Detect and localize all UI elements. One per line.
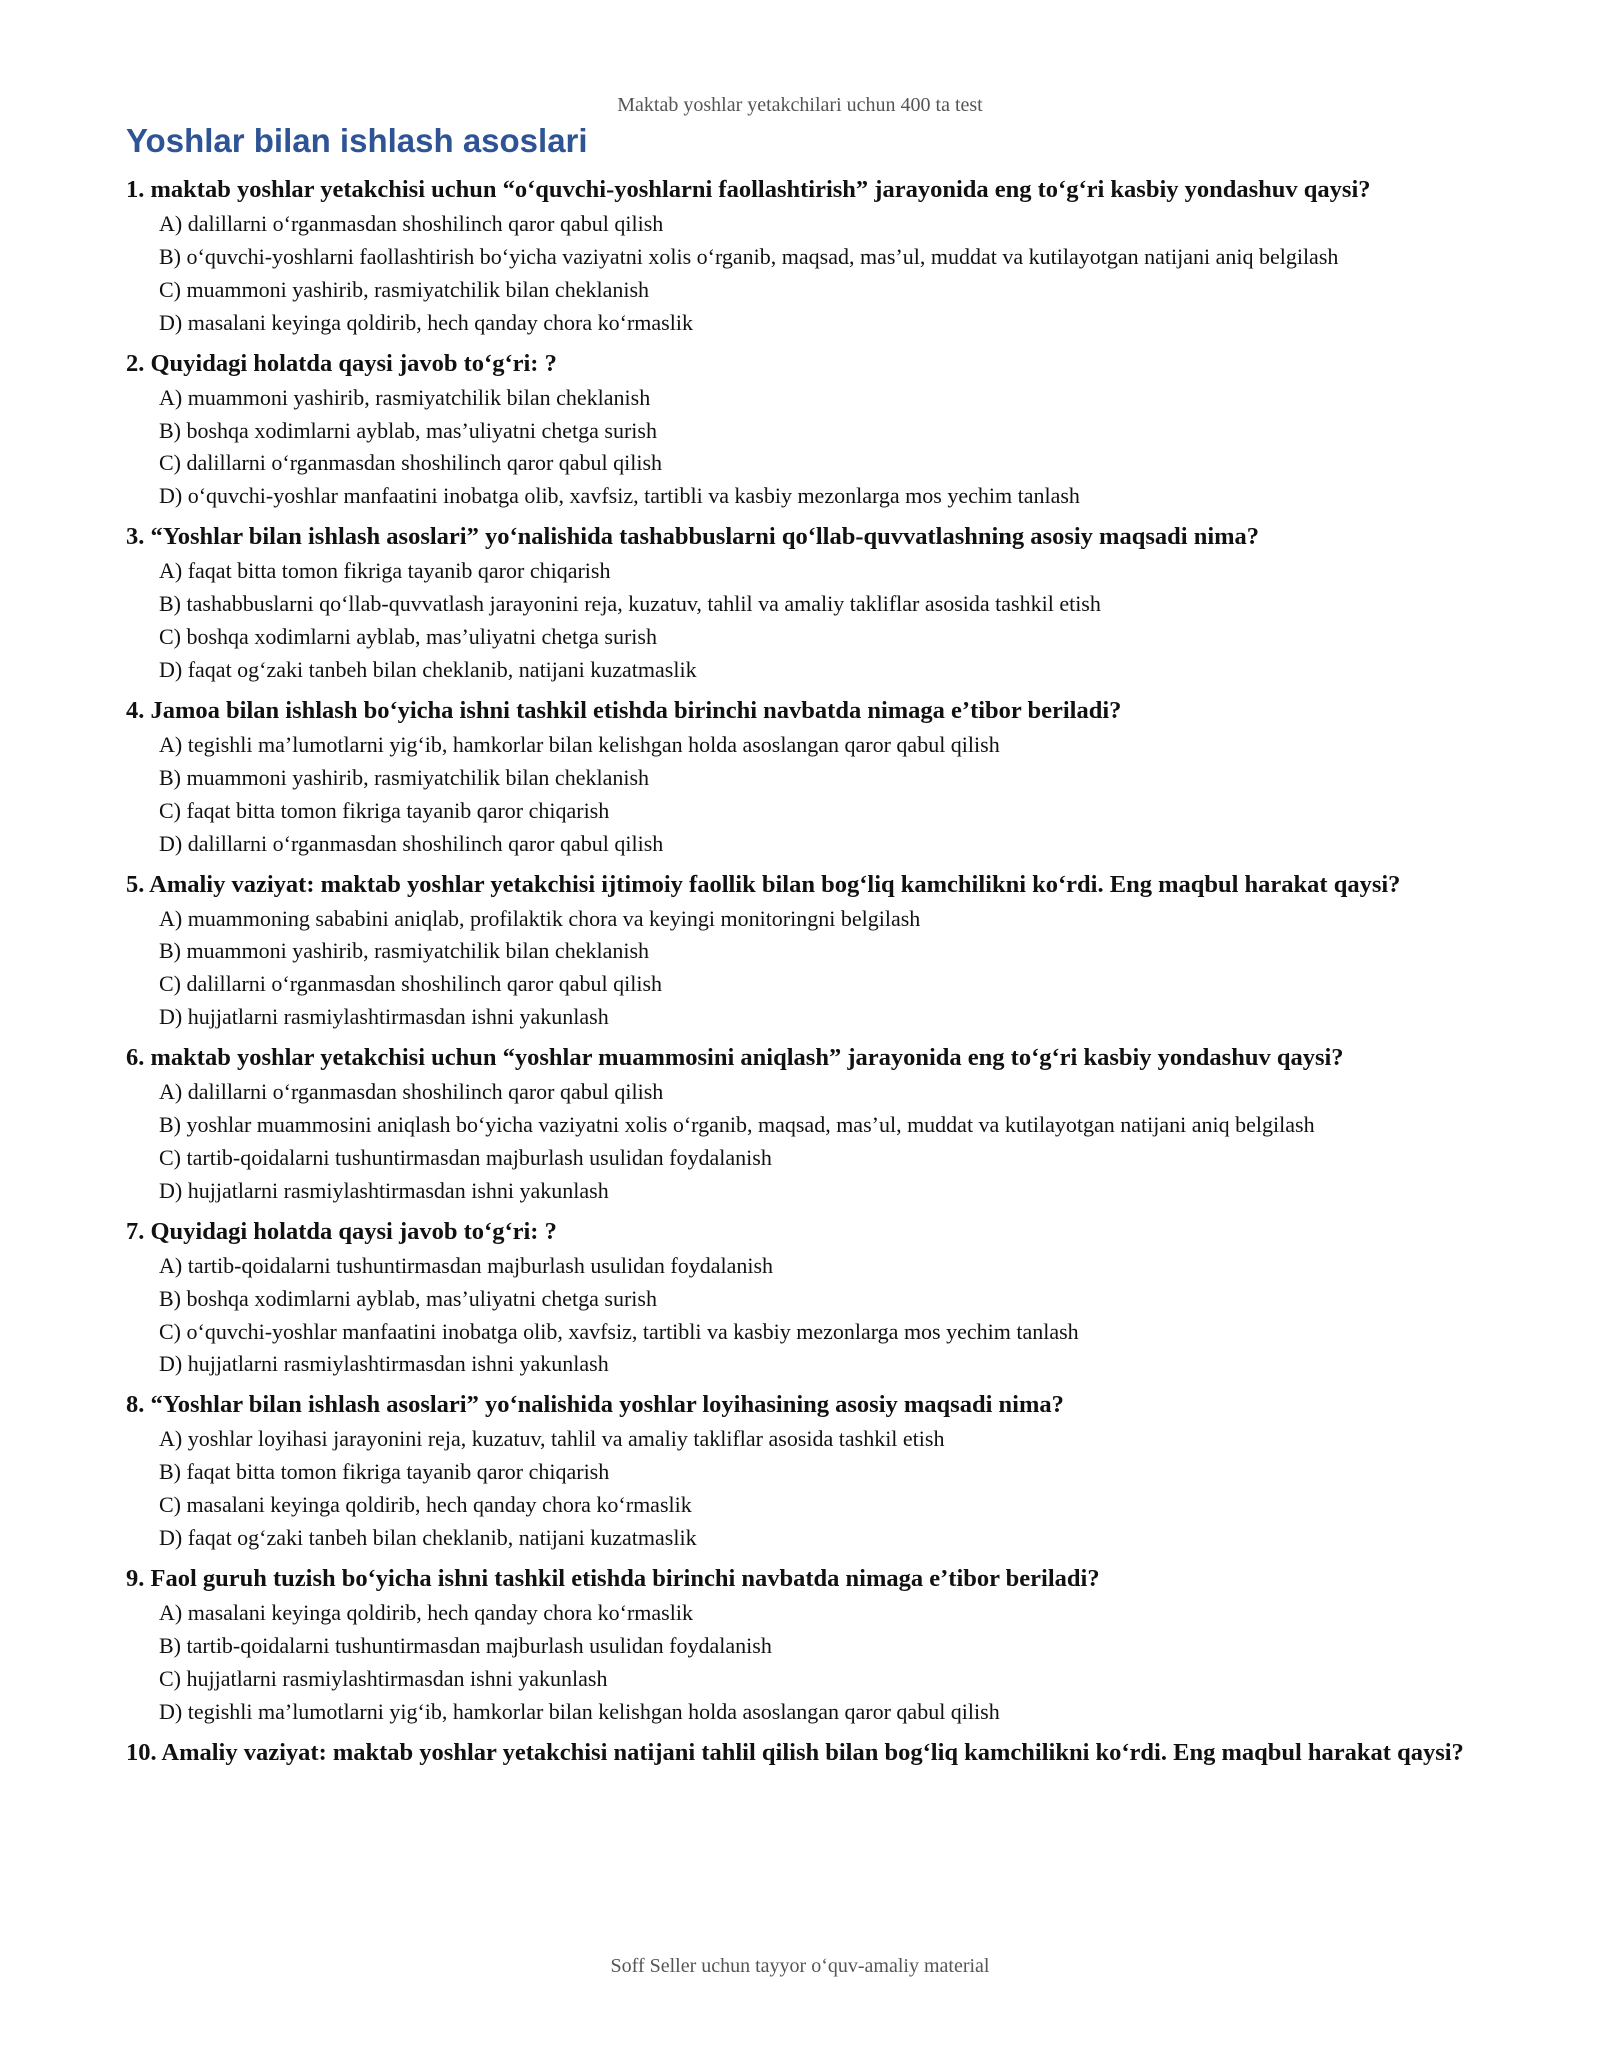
answer-option: A) faqat bitta tomon fikriga tayanib qaror chiqarish [159, 558, 611, 584]
answer-option: C) o‘quvchi-yoshlar manfaatini inobatga olib, xavfsiz, tartibli va kasbiy mezonlarga mos yechim tanlash [159, 1318, 1079, 1344]
answer-option: D) hujjatlarni rasmiylashtirmasdan ishni yakunlash [159, 1004, 609, 1030]
answer-option: D) tegishli ma’lumotlarni yig‘ib, hamkorlar bilan kelishgan holda asoslangan qaror qabul qilish [159, 1698, 1000, 1724]
question-7 [126, 1214, 1476, 1382]
question-1 [126, 172, 1476, 340]
answer-option: A) dalillarni o‘rganmasdan shoshilinch qaror qabul qilish [159, 211, 664, 236]
answer-option: B) tashabbuslarni qo‘llab-quvvatlash jarayonini reja, kuzatuv, tahlil va amaliy takliflar asosida tashkil etish [159, 591, 1101, 617]
question-text: 6. maktab yoshlar yetakchisi uchun “yoshlar muammosini aniqlash” jarayonida eng to‘g‘ri kasbiy yondashuv qaysi? [126, 1044, 1344, 1072]
answer-option: C) muammoni yashirib, rasmiyatchilik bilan cheklanish [159, 276, 650, 302]
question-text: 1. maktab yoshlar yetakchisi uchun “o‘quvchi-yoshlarni faollashtirish” jarayonida eng to‘g‘ri kasbiy yondashuv qaysi? [126, 176, 1371, 203]
answer-option: D) hujjatlarni rasmiylashtirmasdan ishni yakunlash [159, 1351, 609, 1377]
answer-option: B) boshqa xodimlarni ayblab, mas’uliyatni chetga surish [159, 1285, 657, 1311]
answer-option: B) faqat bitta tomon fikriga tayanib qaror chiqarish [159, 1459, 610, 1485]
answer-option: C) hujjatlarni rasmiylashtirmasdan ishni yakunlash [159, 1665, 608, 1691]
answer-option: C) boshqa xodimlarni ayblab, mas’uliyatni chetga surish [159, 624, 657, 650]
question-6 [126, 1040, 1476, 1208]
answer-option: C) tartib-qoidalarni tushuntirmasdan majburlash usulidan foydalanish [159, 1144, 772, 1170]
question-text: 3. “Yoshlar bilan ishlash asoslari” yo‘nalishida tashabbuslarni qo‘llab-quvvatlashning asosiy maqsadi nima? [126, 523, 1260, 551]
answer-option: C) dalillarni o‘rganmasdan shoshilinch qaror qabul qilish [159, 971, 663, 997]
question-text: 8. “Yoshlar bilan ishlash asoslari” yo‘nalishida yoshlar loyihasining asosiy maqsadi nima? [126, 1391, 1064, 1419]
document-body [126, 118, 1476, 1771]
question-text: 4. Jamoa bilan ishlash bo‘yicha ishni tashkil etishda birinchi navbatda nimaga e’tibor beriladi? [126, 696, 1122, 724]
question-2 [126, 346, 1476, 514]
question-text: 7. Quyidagi holatda qaysi javob to‘g‘ri: ? [126, 1217, 557, 1245]
question-5 [126, 867, 1476, 1035]
answer-option: A) yoshlar loyihasi jarayonini reja, kuzatuv, tahlil va amaliy takliflar asosida tashkil etish [159, 1426, 945, 1452]
question-4 [126, 693, 1476, 861]
question-text: 2. Quyidagi holatda qaysi javob to‘g‘ri: ? [126, 349, 557, 377]
question-3 [126, 519, 1476, 687]
page-footer: Soff Seller uchun tayyor o‘quv-amaliy material [610, 1955, 990, 1977]
answer-option: B) muammoni yashirib, rasmiyatchilik bilan cheklanish [159, 764, 650, 790]
answer-option: B) o‘quvchi-yoshlarni faollashtirish bo‘yicha vaziyatni xolis o‘rganib, maqsad, mas’ul, muddat va kutilayotgan natijani aniq belgilash [159, 243, 1339, 269]
answer-option: A) muammoning sababini aniqlab, profilaktik chora va keyingi monitoringni belgilash [159, 905, 921, 931]
answer-option: B) boshqa xodimlarni ayblab, mas’uliyatni chetga surish [159, 417, 657, 443]
answer-option: A) dalillarni o‘rganmasdan shoshilinch qaror qabul qilish [159, 1079, 664, 1105]
answer-option: B) yoshlar muammosini aniqlash bo‘yicha vaziyatni xolis o‘rganib, maqsad, mas’ul, muddat va kutilayotgan natijani aniq belgilash [159, 1112, 1315, 1138]
answer-option: C) dalillarni o‘rganmasdan shoshilinch qaror qabul qilish [159, 450, 663, 476]
answer-option: C) masalani keyinga qoldirib, hech qanday chora ko‘rmaslik [159, 1492, 692, 1518]
question-8 [126, 1387, 1476, 1555]
question-9 [126, 1561, 1476, 1729]
answer-option: B) tartib-qoidalarni tushuntirmasdan majburlash usulidan foydalanish [159, 1632, 772, 1658]
answer-option: D) hujjatlarni rasmiylashtirmasdan ishni yakunlash [159, 1177, 609, 1203]
answer-option: A) masalani keyinga qoldirib, hech qanday chora ko‘rmaslik [159, 1600, 693, 1625]
answer-option: A) tartib-qoidalarni tushuntirmasdan majburlash usulidan foydalanish [159, 1252, 774, 1278]
answer-option: C) faqat bitta tomon fikriga tayanib qaror chiqarish [159, 797, 610, 823]
answer-option: D) faqat og‘zaki tanbeh bilan cheklanib, natijani kuzatmaslik [159, 1525, 697, 1551]
answer-option: D) dalillarni o‘rganmasdan shoshilinch qaror qabul qilish [159, 830, 664, 856]
question-10 [126, 1735, 1476, 1770]
question-text: 10. Amaliy vaziyat: maktab yoshlar yetakchisi natijani tahlil qilish bilan bog‘liq kamchilikni ko‘rdi. Eng maqbul harakat qaysi? [126, 1738, 1464, 1766]
answer-option: A) tegishli ma’lumotlarni yig‘ib, hamkorlar bilan kelishgan holda asoslangan qaror qabul qilish [159, 731, 1000, 757]
page-header: Maktab yoshlar yetakchilari uchun 400 ta test [617, 94, 983, 116]
answer-option: D) o‘quvchi-yoshlar manfaatini inobatga olib, xavfsiz, tartibli va kasbiy mezonlarga mos yechim tanlash [159, 483, 1080, 509]
question-text: 5. Amaliy vaziyat: maktab yoshlar yetakchisi ijtimoiy faollik bilan bog‘liq kamchilikni ko‘rdi. Eng maqbul harakat qaysi? [126, 870, 1401, 898]
answer-option: D) masalani keyinga qoldirib, hech qanday chora ko‘rmaslik [159, 309, 693, 335]
answer-option: D) faqat og‘zaki tanbeh bilan cheklanib, natijani kuzatmaslik [159, 656, 697, 682]
question-text: 9. Faol guruh tuzish bo‘yicha ishni tashkil etishda birinchi navbatda nimaga e’tibor beriladi? [126, 1565, 1100, 1592]
section-title: Yoshlar bilan ishlash asoslari [126, 122, 588, 159]
answer-option: B) muammoni yashirib, rasmiyatchilik bilan cheklanish [159, 938, 650, 964]
answer-option: A) muammoni yashirib, rasmiyatchilik bilan cheklanish [159, 384, 651, 410]
